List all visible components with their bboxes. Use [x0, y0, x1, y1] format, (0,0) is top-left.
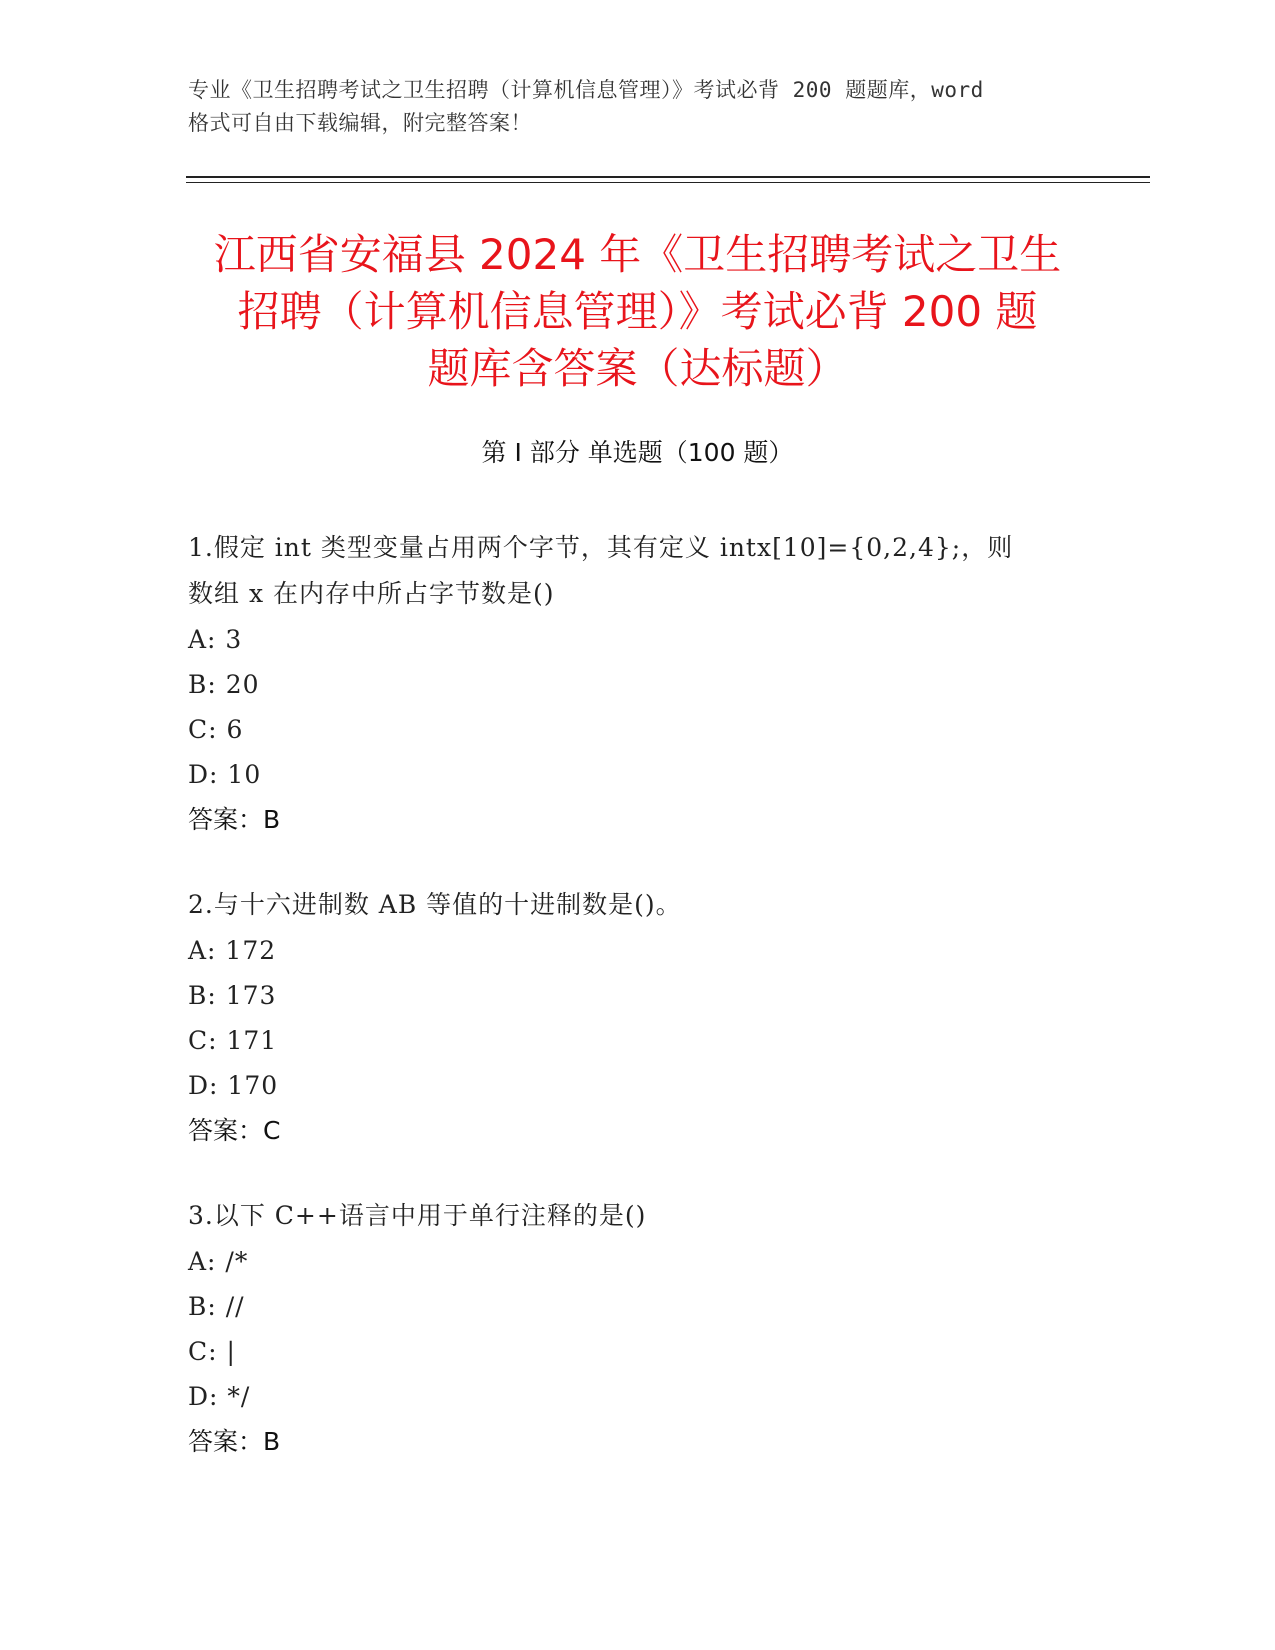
header-divider-thin [186, 182, 1150, 183]
question-list [188, 525, 1088, 1504]
header-note [188, 74, 1088, 140]
question-stem: 1.假定 int 类型变量占用两个字节，其有定义 intx[10]={0,2,4};，则 [188, 533, 1014, 562]
answer: 答案：B [188, 1427, 281, 1456]
question-1 [188, 525, 1088, 843]
option-d: D: */ [188, 1382, 251, 1411]
option-d: D: 10 [188, 760, 262, 789]
answer: 答案：C [188, 1116, 281, 1145]
header-note-line-1: 专业《卫生招聘考试之卫生招聘（计算机信息管理）》考试必背 200 题题库，word [188, 78, 984, 102]
option-c: C: | [188, 1337, 236, 1366]
question-2 [188, 882, 1088, 1154]
option-d: D: 170 [188, 1071, 279, 1100]
option-b: B: // [188, 1292, 245, 1321]
document-title-line-2: 招聘（计算机信息管理）》考试必背 200 题 [237, 287, 1038, 336]
question-stem: 3.以下 C++语言中用于单行注释的是() [188, 1201, 647, 1230]
question-stem: 2.与十六进制数 AB 等值的十进制数是()。 [188, 890, 682, 919]
option-c: C: 6 [188, 715, 244, 744]
section-heading: 第 I 部分 单选题（100 题） [481, 438, 794, 467]
answer: 答案：B [188, 805, 281, 834]
document-title-line-3: 题库含答案（达标题） [427, 344, 848, 393]
document-title [150, 226, 1125, 397]
header-note-line-2: 格式可自由下载编辑，附完整答案！ [188, 111, 532, 135]
document-title-line-1: 江西省安福县 2024 年《卫生招聘考试之卫生 [213, 230, 1062, 279]
option-c: C: 171 [188, 1026, 278, 1055]
option-a: A: /* [188, 1247, 249, 1276]
option-a: A: 172 [188, 936, 277, 965]
option-a: A: 3 [188, 625, 243, 654]
header-divider-thick [186, 176, 1150, 178]
question-3 [188, 1193, 1088, 1465]
option-b: B: 173 [188, 981, 277, 1010]
question-stem-continued: 数组 x 在内存中所占字节数是() [188, 579, 555, 608]
option-b: B: 20 [188, 670, 260, 699]
